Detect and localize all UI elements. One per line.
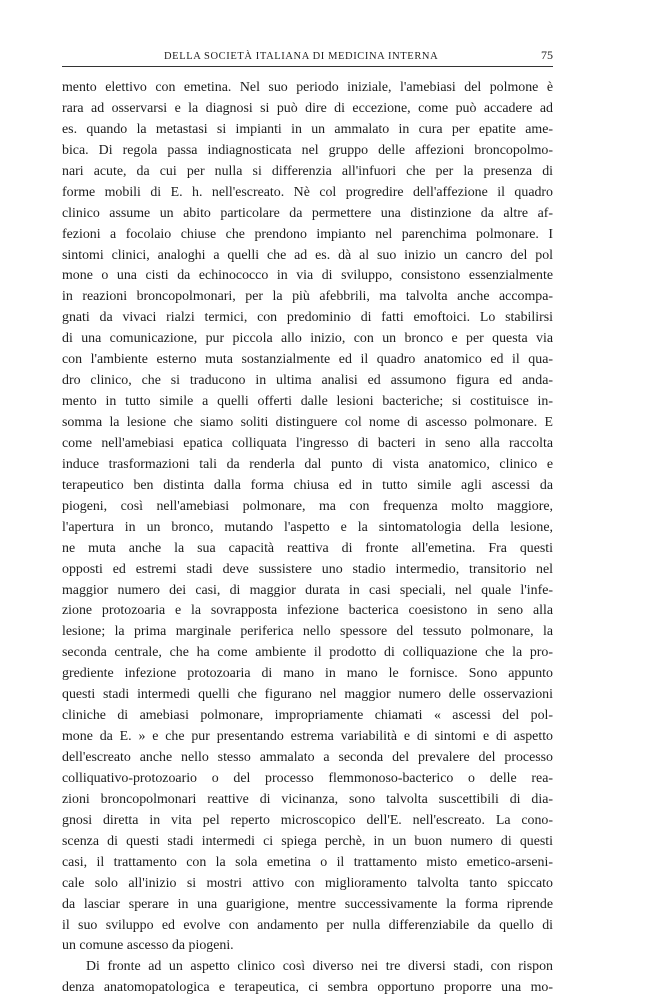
text-line: dell'escreato anche nello stesso ammalato a seconda del prevalere del processo <box>62 750 553 765</box>
text-line: colliquativo-protozoario o del processo flemmonoso-bacterico o delle rea- <box>62 770 553 786</box>
text-line: in reazioni broncopolmonari, per la più afebbrili, ma talvolta anche accompa- <box>62 289 553 305</box>
text-line: grediente infezione protozoaria di mano in mano le fornisce. Sono appunto <box>62 666 553 682</box>
text-line: fezioni a focolaio chiuse che prendono impianto nel parenchima polmonare. I <box>62 226 553 242</box>
text-line: rara ad osservarsi e la diagnosi si può dire di eccezione, come può accadere ad <box>62 100 553 116</box>
text-line: mento in tutto simile a quelli offerti dalle lesioni bacteriche; si costituisce in- <box>62 394 553 410</box>
running-header <box>164 48 553 63</box>
text-line: il suo sviluppo ed evolve con andamento per nulla differenziabile da quello di <box>62 917 553 933</box>
text-line: opposti ed estremi stadi deve sussistere uno stadio intermedio, transitorio nel <box>62 561 553 577</box>
text-line: casi, il trattamento con la sola emetina o il trattamento misto emetico-arseni- <box>62 854 553 870</box>
text-line: somma la lesione che siamo soliti distinguere col nome di ascesso polmonare. E <box>62 415 553 430</box>
text-line: es. quando la metastasi si impianti in un ammalato in cura per epatite ame- <box>62 121 553 137</box>
body-text <box>62 78 553 999</box>
text-line: clinico assume un abito particolare da permettere una distinzione da altre af- <box>62 205 553 221</box>
text-line: terapeutico ben distinta dalla forma chiusa ed in tutto simile agli ascessi da <box>62 477 553 493</box>
running-title: DELLA SOCIETÀ ITALIANA DI MEDICINA INTERNA <box>164 51 439 62</box>
text-line: di una comunicazione, pur piccola allo inizio, con un bronco e per questa via <box>62 331 553 347</box>
text-line: l'apertura in un bronco, mutando l'aspetto e la sintomatologia della lesione, <box>62 519 553 535</box>
text-line: gnosi diretta in vita pel reperto microscopico dell'E. nell'escreato. La cono- <box>62 812 553 828</box>
text-line: denza anatomopatologica e terapeutica, ci sembra opportuno proporre una mo- <box>62 980 553 996</box>
text-line: come nell'amebiasi epatica colliquata l'ingresso di bacteri in seno alla raccolta <box>62 435 553 451</box>
text-line: seconda centrale, che ha come ambiente il prodotto di colliquazione che la pro- <box>62 645 553 661</box>
text-line: zione protozoaria e la sovrapposta infezione bacterica coesistono in seno alla <box>62 603 553 619</box>
text-line: bica. Di regola passa indiagnosticata nel gruppo delle affezioni broncopolmo- <box>62 142 553 158</box>
text-line: da lasciar sperare in una guarigione, mentre successivamente la forma riprende <box>62 896 553 912</box>
text-line: induce trasformazioni tali da renderla dal punto di vista anatomico, clinico e <box>62 456 553 472</box>
text-line: forme mobili di E. h. nell'escreato. Nè col progredire dell'affezione il quadro <box>62 184 553 200</box>
text-line: mone o una cisti da echinococco in via di sviluppo, consistono essenzialmente <box>62 268 553 284</box>
text-line: mento elettivo con emetina. Nel suo periodo iniziale, l'amebiasi del polmone è <box>62 80 553 95</box>
text-line: un comune ascesso da piogeni. <box>62 938 234 954</box>
header-rule <box>62 66 553 67</box>
text-line: nari acute, da cui per nulla si differenzia all'infuori che per la presenza di <box>62 163 553 179</box>
text-line: Di fronte ad un aspetto clinico così diverso nei tre diversi stadi, con rispon <box>86 959 553 975</box>
text-line: ne muta anche la sua capacità reattiva di fronte all'emetina. Fra questi <box>62 540 553 556</box>
text-line: dro clinico, che si traducono in ultima analisi ed assumono figura ed anda- <box>62 373 553 389</box>
text-line: maggior numero dei casi, di maggior durata in casi speciali, nel quale l'infe- <box>62 582 553 598</box>
text-line: sintomi clinici, analoghi a quelli che ad es. dà al suo inizio un cancro del pol <box>62 247 553 263</box>
text-line: piogeni, così nell'amebiasi polmonare, ma con frequenza molto maggiore, <box>62 498 553 514</box>
text-line: questi stadi intermedi quelli che figurano nel maggior numero delle osservazioni <box>62 687 553 703</box>
text-line: cliniche di amebiasi polmonare, impropriamente chiamati « ascessi del pol- <box>62 708 553 724</box>
text-line: scenza di questi stadi intermedi ci spiega perchè, in un buon numero di questi <box>62 833 553 849</box>
text-line: zioni broncopolmonari reattive di vicinanza, sono talvolta suscettibili di dia- <box>62 791 553 807</box>
text-line: gnati da vivaci rialzi termici, con predominio di fatti emoftoici. Lo stabilirsi <box>62 310 553 326</box>
text-line: mone da E. » e che pur presentando estrema variabilità e di sintomi e di aspetto <box>62 729 553 745</box>
text-line: cale solo all'inizio si mostri attivo con miglioramento talvolta tanto spiccato <box>62 875 553 891</box>
text-line: lesione; la prima marginale periferica nello spessore del tessuto polmonare, la <box>62 624 553 640</box>
page-number: 75 <box>541 48 553 62</box>
text-line: con l'ambiente esterno muta sostanzialmente ed il quadro anatomico ed il qua- <box>62 352 553 368</box>
